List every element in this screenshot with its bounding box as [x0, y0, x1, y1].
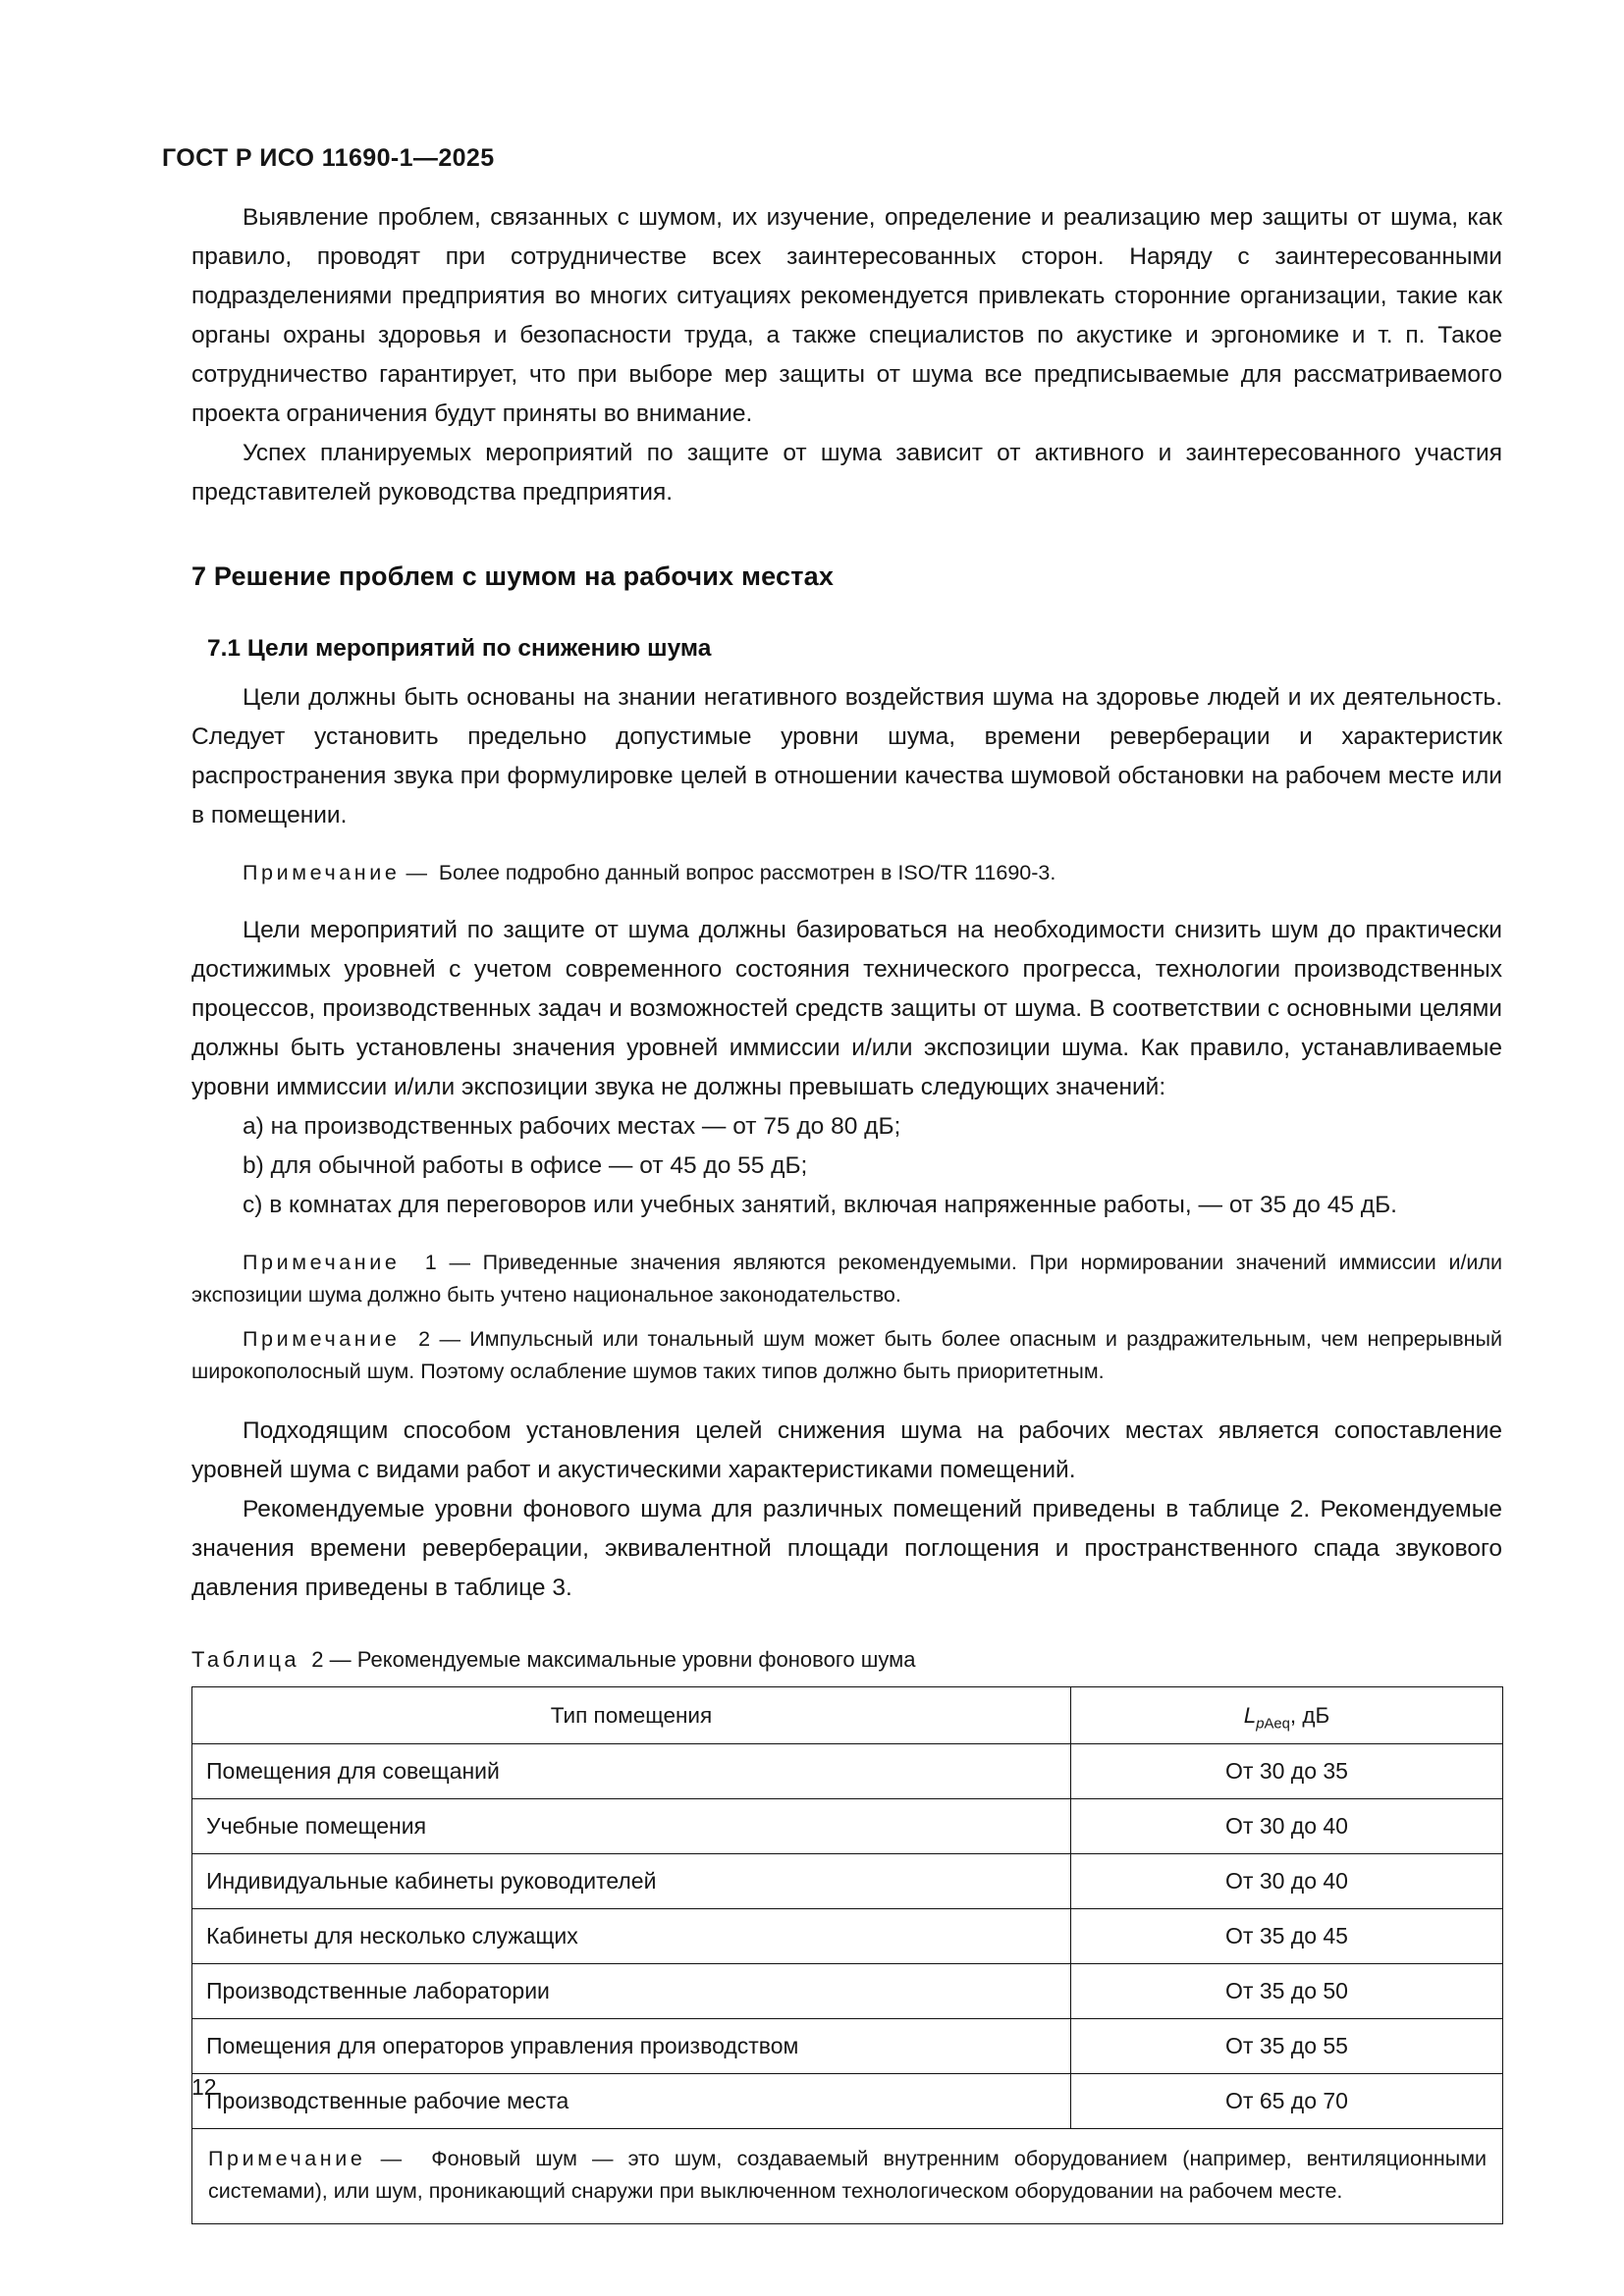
paragraph-comparison-method: Подходящим способом установления целей снижения шума на рабочих местах является сопоставление уровней шума с видами работ и акустическими характеристиками помещений. [191, 1417, 1502, 1483]
column-header-room-type: Тип помещения [192, 1687, 1071, 1744]
cell-level: От 35 до 55 [1071, 2019, 1503, 2074]
table-row [192, 2019, 1503, 2074]
cell-level: От 65 до 70 [1071, 2074, 1503, 2129]
symbol-subscript-Aeq: Aeq [1264, 1716, 1290, 1732]
paragraph-problem-identification: Выявление проблем, связанных с шумом, их изучение, определение и реализацию мер защиты от шума, как правило, проводят при сотрудничестве всех заинтересованных сторон. Наряду с заинтересованными подразделениями предприятия во многих ситуациях рекомендуется привлекать сторонние организации, такие как органы охраны здоровья и безопасности труда, а также специалистов по акустике и эргономике и т. п. Такое сотрудничество гарантирует, что при выборе мер защиты от шума все предписываемые для рассматриваемого проекта ограничения будут приняты во внимание. [191, 204, 1502, 427]
note-text: Более подробно данный вопрос рассмотрен в ISO/TR 11690-3. [438, 861, 1056, 884]
note-1-recommended-values [191, 1247, 1502, 1311]
list-item-a: a) на производственных рабочих местах — от 75 до 80 дБ; [243, 1113, 901, 1140]
paragraph-goals-basis: Цели должны быть основаны на знании негативного воздействия шума на здоровье людей и их деятельность. Следует установить предельно допустимые уровни шума, времени реверберации и характеристик распространения звука при формулировке целей в отношении качества шумовой обстановки на рабочем месте или в помещении. [191, 684, 1502, 828]
cell-room-type: Учебные помещения [192, 1799, 1071, 1854]
cell-level: От 35 до 50 [1071, 1964, 1503, 2019]
note-number: 2 [418, 1327, 431, 1351]
list-item-b: b) для обычной работы в офисе — от 45 до 55 дБ; [243, 1152, 808, 1179]
subsection-heading-7-1: 7.1 Цели мероприятий по снижению шума [207, 635, 712, 662]
table-caption-label: Таблица [191, 1647, 300, 1672]
note-text: Импульсный или тональный шум может быть более опасным и раздражительным, чем непрерывный широкополосный шум. Поэтому ослабление шумов таких типов должно быть приоритетным. [191, 1327, 1503, 1383]
cell-room-type: Индивидуальные кабинеты руководителей [192, 1854, 1071, 1909]
paragraph-goals-feasible-levels: Цели мероприятий по защите от шума должны базироваться на необходимости снизить шум до практически достижимых уровней с учетом современного состояния технического прогресса, технологии производственных процессов, производственных задач и возможностей средств защиты от шума. В соответствии с основными целями должны быть установлены значения уровней иммиссии и/или экспозиции шума. Как правило, устанавливаемые уровни иммиссии и/или экспозиции звука не должны превышать следующих значений: [191, 917, 1502, 1100]
table-2-caption [191, 1647, 1502, 1673]
cell-room-type: Производственные лаборатории [192, 1964, 1071, 2019]
table-row [192, 2074, 1503, 2129]
note-iso-tr-reference [191, 857, 1502, 889]
paragraph-table-references: Рекомендуемые уровни фонового шума для различных помещений приведены в таблице 2. Рекомендуемые значения времени реверберации, эквивалентной площади поглощения и пространственного спада звукового давления приведены в таблице 3. [191, 1496, 1502, 1601]
table-row [192, 1854, 1503, 1909]
table-header-row [192, 1687, 1503, 1744]
table-row [192, 1744, 1503, 1799]
cell-level: От 35 до 45 [1071, 1909, 1503, 1964]
running-head: ГОСТ Р ИСО 11690-1—2025 [162, 144, 495, 172]
cell-room-type: Помещения для операторов управления производством [192, 2019, 1071, 2074]
table-footnote-row [192, 2129, 1503, 2224]
note-label: Примечание [243, 1251, 401, 1274]
symbol-units: , дБ [1289, 1702, 1330, 1728]
list-item-c: c) в комнатах для переговоров или учебных занятий, включая напряженные работы, — от 35 до 45 дБ. [243, 1192, 1397, 1218]
table-caption-text: Рекомендуемые максимальные уровни фонового шума [356, 1647, 916, 1672]
table-caption-dash: — [329, 1647, 352, 1672]
table-caption-number: 2 [311, 1647, 324, 1672]
cell-room-type: Помещения для совещаний [192, 1744, 1071, 1799]
note-dash: — [449, 1251, 470, 1274]
note-label: Примечание [243, 861, 401, 884]
note-2-impulsive-noise [191, 1323, 1502, 1388]
note-label: Примечание [243, 1327, 401, 1351]
cell-level: От 30 до 40 [1071, 1854, 1503, 1909]
symbol-L: L [1243, 1702, 1257, 1728]
table-footnote [192, 2129, 1503, 2224]
page-content [162, 0, 1503, 2224]
table-row [192, 1909, 1503, 1964]
symbol-subscript-p: p [1256, 1716, 1265, 1732]
cell-level: От 30 до 40 [1071, 1799, 1503, 1854]
table-row [192, 1799, 1503, 1854]
note-dash: — [406, 861, 427, 884]
table-2-background-noise-levels [191, 1686, 1503, 2224]
cell-room-type: Кабинеты для несколько служащих [192, 1909, 1071, 1964]
note-number: 1 [424, 1251, 437, 1274]
table-row [192, 1964, 1503, 2019]
footnote-dash: — [380, 2147, 403, 2170]
footnote-label: Примечание [208, 2147, 366, 2170]
cell-room-type: Производственные рабочие места [192, 2074, 1071, 2129]
note-dash: — [439, 1327, 460, 1351]
column-header-sound-level [1071, 1687, 1503, 1744]
cell-level: От 30 до 35 [1071, 1744, 1503, 1799]
page-number: 12 [191, 2074, 217, 2100]
footnote-text: Фоновый шум — это шум, создаваемый внутренним оборудованием (например, вентиляционными системами), или шум, проникающий снаружи при выключенном технологическом оборудовании на рабочем месте. [208, 2147, 1487, 2203]
section-heading-7: 7 Решение проблем с шумом на рабочих местах [191, 561, 835, 591]
note-text: Приведенные значения являются рекомендуемыми. При нормировании значений иммиссии и/или экспозиции шума должно быть учтено национальное законодательство. [191, 1251, 1502, 1307]
paragraph-management-participation: Успех планируемых мероприятий по защите от шума зависит от активного и заинтересованного участия представителей руководства предприятия. [191, 440, 1502, 506]
